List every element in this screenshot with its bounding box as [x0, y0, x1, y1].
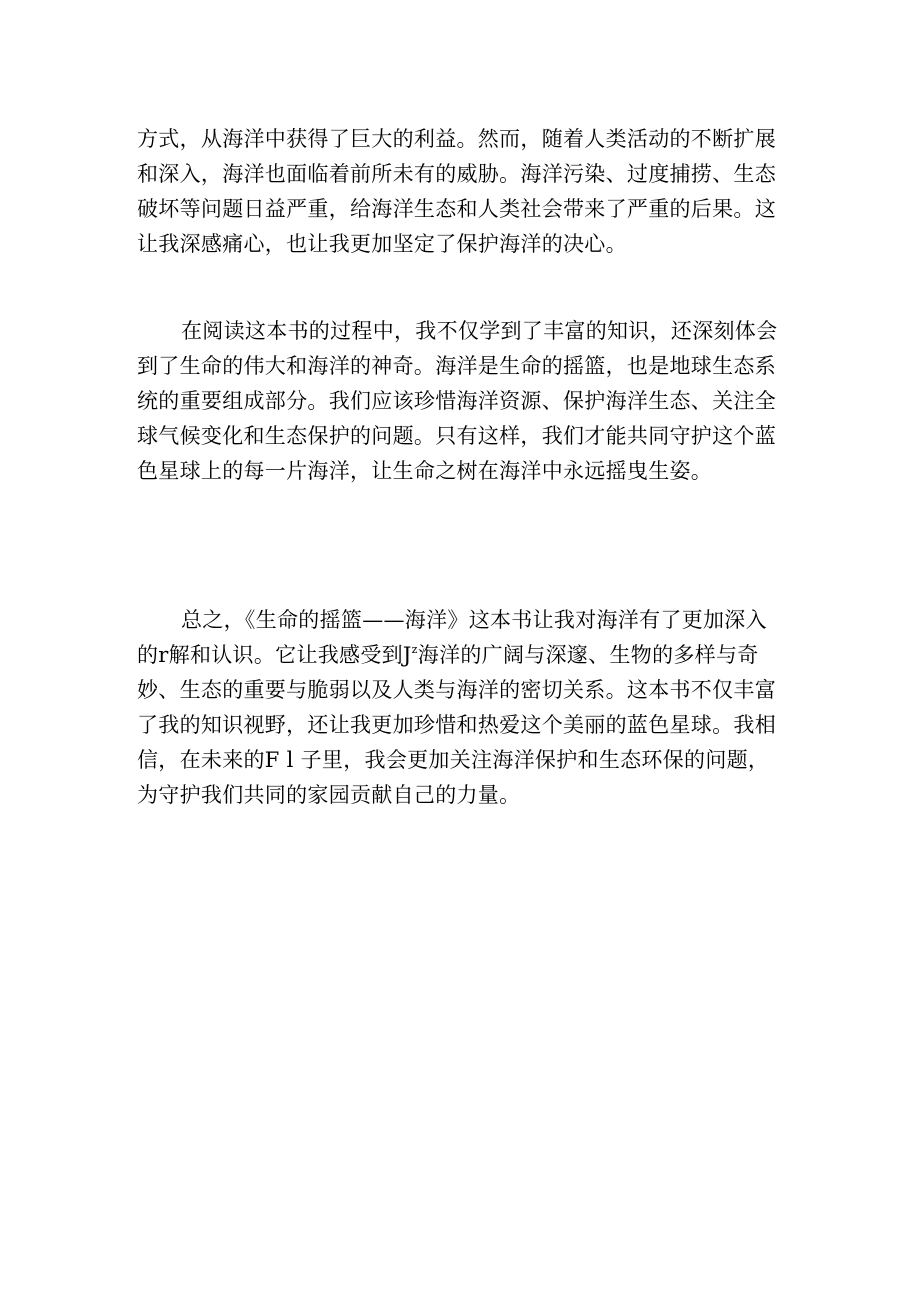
text-line: 总之，《生命的摇篮——海洋》这本书让我对海洋有了更加深入	[181, 608, 767, 632]
paragraph	[137, 122, 787, 262]
text-line: 色星球上的每一片海洋，让生命之树在海洋中永远摇曳生姿。	[137, 459, 713, 483]
text-line: 为守护我们共同的家园贡献自己的力量。	[137, 783, 521, 807]
text-line	[137, 638, 787, 673]
paragraph	[137, 603, 787, 813]
text-line: 统的重要组成部分。我们应该珍惜海洋资源、保护海洋生态、关注全	[137, 389, 776, 413]
text-line: 妙、生态的重要与脆弱以及人类与海洋的密切关系。这本书不仅丰富	[137, 678, 776, 702]
text-line: 在阅读这本书的过程中，我不仅学到了丰富的知识，还深刻体会	[181, 319, 778, 343]
text-fragment: 海洋的广阔与深邃、生物的多样与奇	[417, 643, 759, 667]
text-line: 了我的知识视野，还让我更加珍惜和热爱这个美丽的蓝色星球。我相	[137, 713, 776, 737]
text-line: 破坏等问题日益严重，给海洋生态和人类社会带来了严重的后果。这	[137, 197, 776, 221]
text-line: 方式，从海洋中获得了巨大的利益。然而，随着人类活动的不断扩展	[137, 127, 776, 151]
text-fragment: 的r解和认识。它让我感受到J	[137, 643, 412, 667]
ocr-superscript: z	[411, 643, 418, 656]
text-line: 和深入，海洋也面临着前所未有的威胁。海洋污染、过度捕捞、生态	[137, 162, 776, 186]
text-line: 到了生命的伟大和海洋的神奇。海洋是生命的摇篮，也是地球生态系	[137, 354, 776, 378]
text-line: 让我深感痛心，也让我更加坚定了保护海洋的决心。	[137, 232, 627, 256]
paragraph	[137, 314, 787, 489]
text-line: 信，在未来的F l 子里，我会更加关注海洋保护和生态环保的问题，	[137, 748, 770, 772]
text-line: 球气候变化和生态保护的问题。只有这样，我们才能共同守护这个蓝	[137, 424, 776, 448]
